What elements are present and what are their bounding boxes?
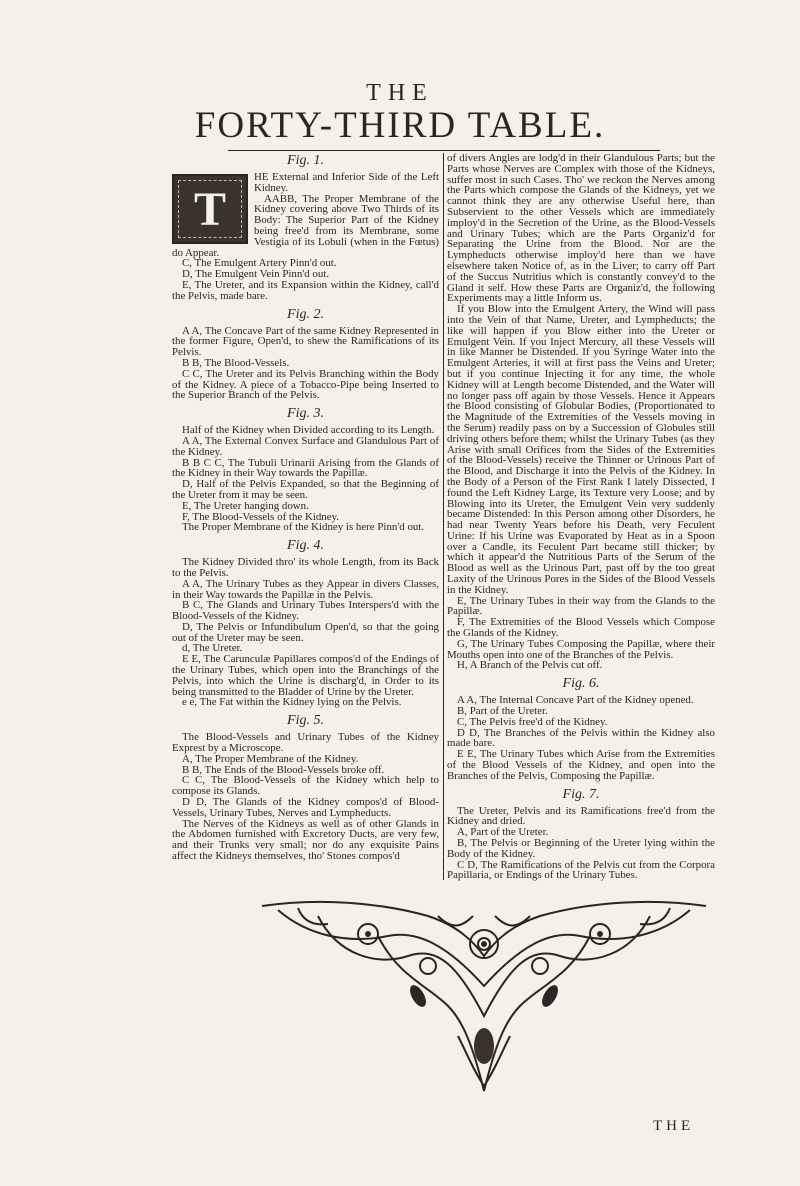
fig-1-para: E, The Ureter, and its Expansion within the Kidney, call'd the Pelvis, made bare. [172,278,439,302]
catchword: THE [653,1118,695,1134]
fig-1-para: AABB, The Proper Membrane of the Kidney covering above Two Thirds of its Body: The Superior Part of the Kidney being free'd from its Membrane, some Vestigia of its Lobuli (when in the Fœtus) do Appear. [172,192,439,259]
fig-6-para: B, Part of the Ureter. [457,705,548,718]
fig-4-para: d, The Ureter. [182,642,243,655]
continuation-para: E, The Urinary Tubes in their way from the Glands to the Papillæ. [447,594,715,618]
fig-3-para: The Proper Membrane of the Kidney is here Pinn'd out. [182,521,425,534]
fig-1-para: C, The Emulgent Artery Pinn'd out. [182,257,337,270]
continuation-para: H, A Branch of the Pelvis cut off. [457,659,603,672]
fig-7-para: B, The Pelvis or Beginning of the Ureter lying within the Body of the Kidney. [447,837,715,860]
continuation-para: F, The Extremities of the Blood Vessels which Compose the Glands of the Kidney. [447,616,715,640]
fig-3-para: E, The Ureter hanging down. [182,499,309,512]
fig-1-para: HE External and Inferior Side of the Left Kidney. [254,171,439,194]
fig-4-para: E E, The Carunculæ Papillares compos'd of the Endings of the Urinary Tubes, which open into the Branchings of the Pelvis, into which the Urine is discharg'd, in Order to its being transmitted to the Bladder of Urine by the Ureter. [172,653,439,698]
fig-3-para: F, The Blood-Vessels of the Kidney. [182,510,340,523]
fig-4-para: e e, The Fat within the Kidney lying on the Pelvis. [182,696,402,709]
fig-6-heading: Fig. 6. [562,676,600,692]
fig-5-para: A, The Proper Membrane of the Kidney. [182,752,359,765]
fig-5-heading: Fig. 5. [287,713,324,729]
fig-7-para: A, Part of the Ureter. [457,826,549,839]
fig-6-para: C, The Pelvis free'd of the Kidney. [457,715,608,728]
fig-6-para: E E, The Urinary Tubes which Arise from the Extremities of the Blood Vessels of the Kidney, and open into the Branches of the Pelvis, Composing the Papillæ. [447,748,715,782]
fig-7-heading: Fig. 7. [562,786,600,802]
fig-7-para: The Ureter, Pelvis and its Ramifications free'd from the Kidney and dried. [447,804,715,828]
fig-6-para: D D, The Branches of the Pelvis within the Kidney also made bare. [447,726,715,750]
fig-2-para: C C, The Ureter and its Pelvis Branching within the Body of the Kidney. A piece of a Tobacco-Pipe being Inserted to the Superior Branch of the Pelvis. [172,367,439,402]
drop-cap [172,174,248,244]
fig-4-para: B C, The Glands and Urinary Tubes Interspers'd with the Blood-Vessels of the Kidney. [172,599,439,623]
fig-3-para: D, Half of the Pelvis Expanded, so that the Beginning of the Ureter from it may be seen. [172,478,439,501]
fig-5-para: B B, The Ends of the Blood-Vessels broke off. [182,763,385,776]
fig-4-heading: Fig. 4. [287,538,324,554]
continuation-para: G, The Urinary Tubes Composing the Papillæ, where their Mouths open into one of the Branches of the Pelvis. [447,637,715,661]
fig-5-para: C C, The Blood-Vessels of the Kidney which help to compose its Glands. [172,774,439,798]
fig-7-para: C D, The Ramifications of the Pelvis cut from the Corpora Papillaria, or Endings of the Urinary Tubes. [447,858,715,882]
fig-1-para: D, The Emulgent Vein Pinn'd out. [182,268,330,281]
tailpiece-ornament [258,896,710,1096]
title-rule [228,150,660,151]
continuation-para: If you Blow into the Emulgent Artery, the Wind will pass into the Vein of that Name, Ureter, and Lympheducts; the like will happen if you Blow either into the Ureter or Emulgent Vein. If you Inject Mercury, all these Vessels will in like Manner be Distended. If you Syringe Water into the Emulgent Arteries, it will at first pass the Veins and Ureter; but if you continue Injecting it for any time, the whole Kidney will at Length become Distended, and the Water will no longer pass off again by those Vessels. Hence it Appears the Blood consisting of Globular Bodies, (Proportionated to the Magnitude of the Extremities of the Vessels moving in the Serum) readily pass on by a Succession of Globules still driving others before them; whilst the Urinary Tubes (as they Arise with small Orifices from the Sides of the Extremities of the Blood-Vessels) receive the Thinner or Urinous Part of the Blood, and Discharge it into the Pelvis of the Kidney. In the Body of a Person of the First Rank I lately Dissected, I found the Left Kidney Large, its Texture very Loose; and by Blowing into its Ureter, the Emulgent Vein very suddenly became Distended: In this Person among other Disorders, he had near Twenty Years before his Death, very Feculent Urine: If his Urine was Evaporated by Heat as in a Spoon over a Candle, its Feculent Part became still thicker; by which it appear'd the Nutritious Parts of the Serum of the Blood as well as the Urinous Part, past off by the too great Laxity of the Urinous Pores in the Sides of the Blood Vessels in the Kidney. [447,303,715,596]
drop-cap-letter: T [193,183,226,236]
left-column [172,153,439,862]
fig-4-para: The Kidney Divided thro' its whole Length, from its Back to the Pelvis. [172,556,439,579]
fig-3-para: A A, The External Convex Surface and Glandulous Part of the Kidney. [172,434,439,458]
fig-6-para: A A, The Internal Concave Part of the Kidney opened. [457,694,694,707]
fig-3-heading: Fig. 3. [287,406,324,422]
continuation-para: of divers Angles are lodg'd in their Glandulous Parts; but the Parts whose Nerves are Complex with those of the Kidneys, suffer most in such Cases. Tho' we reckon the Nerves among the Parts which compose the Glands of the Kidneys, yet we cannot think they are any otherwise Useful here, than Subservient to the other Vessels which are immediately imploy'd in the Secretion of the Urine, as the Blood-Vessels and Urinary Tubes; which are the Parts Organiz'd for Separating the Urine from the Blood. Nor are the Lympheducts otherwise imploy'd here than we have elsewhere taken Notice of, as in the Liver; to carry off Part of the Succus Nutritius which is constantly convey'd to the Gland it self. How these Parts are Organiz'd, the following Experiments may a little Inform us. [447,152,715,305]
fig-3-para: B B C C, The Tubuli Urinarii Arising from the Glands of the Kidney in their Way towards the Papillæ. [172,456,439,480]
fig-2-para: A A, The Concave Part of the same Kidney Represented in the former Figure, Open'd, to shew the Ramifications of its Pelvis. [172,324,439,359]
fig-3-para: Half of the Kidney when Divided according to its Length. [182,424,435,437]
header-small: THE [366,80,434,106]
fig-2-para: B B, The Blood-Vessels. [182,356,290,369]
fig-5-para: D D, The Glands of the Kidney compos'd of Blood-Vessels, Urinary Tubes, Nerves and Lympheducts. [172,796,439,819]
fig-2-heading: Fig. 2. [287,306,324,322]
fig-5-para: The Blood-Vessels and Urinary Tubes of the Kidney Exprest by a Microscope. [172,731,439,755]
right-column [447,153,715,881]
fig-1-heading: Fig. 1. [287,153,324,168]
fig-4-para: D, The Pelvis or Infundibulum Open'd, so that the going out of the Ureter may be seen. [172,620,439,644]
fig-5-para: The Nerves of the Kidneys as well as of other Glands in the Abdomen furnished with Excretory Ducts, are very few, and their Trunks very small; nor do any exquisite Pains affect the Kidneys themselves, tho' Stones compos'd [172,817,439,863]
page-title: FORTY-THIRD TABLE. [194,105,606,146]
fig-4-para: A A, The Urinary Tubes as they Appear in divers Classes, in their Way towards the Papillæ in the Pelvis. [172,577,439,601]
column-divider [443,153,444,880]
